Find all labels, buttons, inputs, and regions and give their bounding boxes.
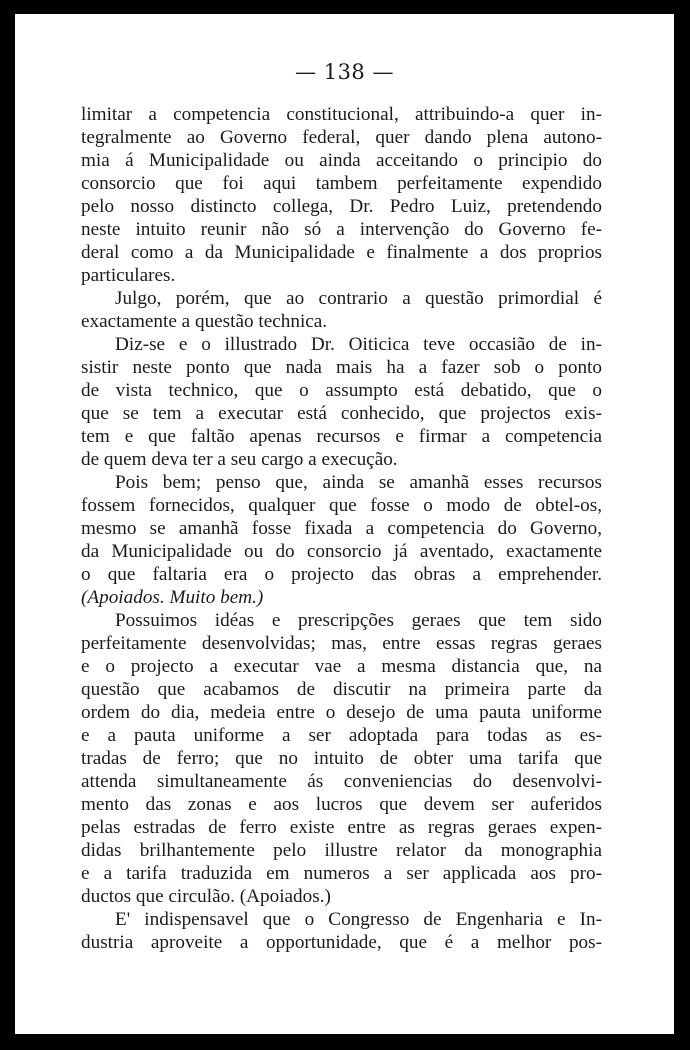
text-line: o que faltaria era o projecto das obras a emprehender. <box>81 564 602 585</box>
text-line: Pois bem; penso que, ainda se amanhã esses recursos <box>115 472 602 493</box>
text-line: questão que acabamos de discutir na primeira parte da <box>81 679 602 700</box>
text-line: exactamente a questão technica. <box>81 311 328 332</box>
text-line: particulares. <box>81 265 176 286</box>
text-line: da Municipalidade ou do consorcio já aventado, exactamente <box>81 541 602 562</box>
text-line: dustria aproveite a opportunidade, que é a melhor pos- <box>81 932 602 953</box>
text-line: que se tem a executar está conhecido, que projectos exis- <box>81 403 602 424</box>
text-line: tradas de ferro; que no intuito de obter uma tarifa que <box>81 748 602 769</box>
text-line: pelo nosso distincto collega, Dr. Pedro Luiz, pretendendo <box>81 196 602 217</box>
text-line: sistir neste ponto que nada mais ha a fazer sob o ponto <box>81 357 602 378</box>
text-line: deral como a da Municipalidade e finalmente a dos proprios <box>81 242 602 263</box>
text-line: mia á Municipalidade ou ainda acceitando o principio do <box>81 150 602 171</box>
page-number: — 138 — <box>295 60 394 84</box>
text-line: Possuimos idéas e prescripções geraes que tem sido <box>115 610 602 631</box>
text-line: mento das zonas e aos lucros que devem ser auferidos <box>81 794 602 815</box>
text-line: limitar a competencia constitucional, attribuindo-a quer in- <box>81 104 602 125</box>
text-line: consorcio que foi aqui tambem perfeitamente expendido <box>81 173 602 194</box>
text-line: e o projecto a executar vae a mesma distancia que, na <box>81 656 602 677</box>
text-line: mesmo se amanhã fosse fixada a competencia do Governo, <box>81 518 602 539</box>
text-line: ductos que circulão. (Apoiados.) <box>81 886 331 907</box>
text-line: tem e que faltão apenas recursos e firmar a competencia <box>81 426 602 447</box>
body-text <box>81 103 602 954</box>
text-line: perfeitamente desenvolvidas; mas, entre essas regras geraes <box>81 633 602 654</box>
text-line: de quem deva ter a seu cargo a execução. <box>81 449 398 470</box>
text-line: attenda simultaneamente ás conveniencias do desenvolvi- <box>81 771 602 792</box>
text-line: e a pauta uniforme a ser adoptada para todas as es- <box>81 725 602 746</box>
text-line: e a tarifa traduzida em numeros a ser applicada aos pro- <box>81 863 602 884</box>
text-line: E' indispensavel que o Congresso de Engenharia e In- <box>115 909 602 930</box>
text-line: neste intuito reunir não só a intervenção do Governo fe- <box>81 219 602 240</box>
text-line: Julgo, porém, que ao contrario a questão primordial é <box>115 288 602 309</box>
text-line: fossem fornecidos, qualquer que fosse o modo de obtel-os, <box>81 495 602 516</box>
text-line: de vista technico, que o assumpto está debatido, que o <box>81 380 602 401</box>
text-line: didas brilhantemente pelo illustre relator da monographia <box>81 840 602 861</box>
text-line: Diz-se e o illustrado Dr. Oiticica teve occasião de in- <box>115 334 602 355</box>
text-line: tegralmente ao Governo federal, quer dando plena autono- <box>81 127 602 148</box>
text-line: pelas estradas de ferro existe entre as regras geraes expen- <box>81 817 602 838</box>
text-line: ordem do dia, medeia entre o desejo de uma pauta uniforme <box>81 702 602 723</box>
text-line: (Apoiados. Muito bem.) <box>81 587 264 608</box>
book-page <box>15 14 674 1034</box>
